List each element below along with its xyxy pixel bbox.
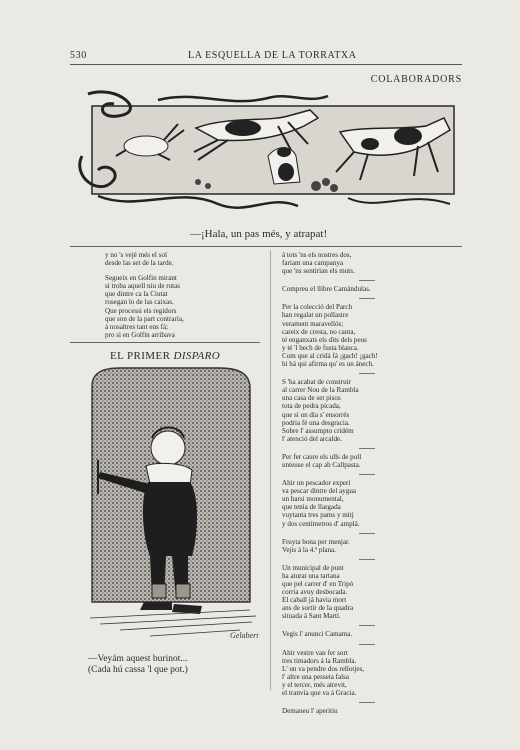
- item-separator: [359, 474, 375, 475]
- verse-line: un barsi monumental,: [282, 495, 344, 504]
- verse-line: Demaneu l' aperitiu: [282, 707, 338, 716]
- verse-line: hi há qui afirma qu' es un ánech.: [282, 360, 374, 369]
- left-column-rule: [70, 342, 260, 343]
- verse-line: va pescar dintre del aygua: [282, 487, 357, 496]
- cartoon-title: [110, 350, 220, 362]
- verse-line: l' atenció del arcalde.: [282, 434, 342, 443]
- verse-line: Per fer caure els ulls de poll: [282, 452, 362, 461]
- cartoon-caption: [88, 654, 188, 676]
- item-separator: [359, 702, 375, 703]
- hounds-hare-banner-illustration: [78, 86, 466, 222]
- verse-line: Compreu el llibre Camándulas.: [282, 285, 371, 294]
- item-separator: [359, 625, 375, 626]
- item-separator: [359, 298, 375, 299]
- verse-line: que tenia de llargada: [282, 503, 341, 512]
- verse-line: unteuse el cap ab Callpasta.: [282, 460, 361, 469]
- verse-line: ha aturat una tartana: [282, 571, 340, 580]
- verse-line: una casa de set pisos: [282, 394, 341, 403]
- stanza: [282, 251, 452, 275]
- stanza: [282, 378, 452, 443]
- verse-line: Que processi els regidors: [105, 306, 177, 315]
- verse-line: Ahir vestre van fer sort: [282, 648, 348, 657]
- right-news-column: [282, 251, 452, 720]
- cartoon-title-plain: EL PRIMER: [110, 350, 171, 362]
- verse-line: podria fé una desgracia.: [282, 418, 350, 427]
- boy-with-slingshot-illustration: [80, 366, 258, 648]
- verse-line: tres timadors á la Rambla.: [282, 656, 357, 665]
- verse-line: Segueix en Golfin mirant: [105, 274, 177, 283]
- verse-line: El caball já havia mort: [282, 596, 347, 605]
- verse-line: á nosaltres tant ens fá;: [105, 322, 169, 331]
- item-separator: [359, 559, 375, 560]
- verse-line: á tots 'ns els nostres dos,: [282, 251, 352, 259]
- stanza: [105, 251, 265, 267]
- stanza: [282, 538, 452, 554]
- verse-line: l' altre una pesseta falsa: [282, 672, 350, 681]
- stanza: [282, 303, 452, 368]
- verse-line: Vejis á la 4.ª plana.: [282, 545, 336, 554]
- verse-line: Per la colecció del Parch: [282, 303, 353, 312]
- verse-line: Ahir un pescador experi: [282, 479, 351, 488]
- item-separator: [359, 280, 375, 281]
- item-separator: [359, 644, 375, 645]
- verse-line: L' un va pendre dos rellotjes,: [282, 664, 365, 673]
- stanza: [105, 274, 265, 339]
- stanza: [282, 285, 452, 293]
- verse-line: y dos centímetros d' amplá.: [282, 519, 360, 528]
- banner-caption: —¡Hala, un pas més, y atrapat!: [190, 228, 328, 240]
- verse-line: ans de sortir de la quadra: [282, 604, 354, 613]
- verse-line: pro si en Golfin arribava: [105, 330, 175, 339]
- verse-line: S 'ha acabat de construir: [282, 378, 352, 387]
- verse-line: y no 's vejé més el sol: [105, 251, 167, 259]
- cartoon-title-italic: DISPARO: [173, 350, 221, 362]
- verse-line: Fruyta bona per menjar.: [282, 537, 350, 546]
- artist-signature: Gelabert: [230, 631, 258, 640]
- verse-line: careix de cresta, no canta,: [282, 327, 356, 336]
- item-separator: [359, 533, 375, 534]
- verse-line: corria avuy desbocada.: [282, 588, 348, 597]
- verse-line: Sobre l' assumpto cridém: [282, 426, 354, 435]
- verse-line: Com que al cridá fá ¡gach! ¡gach!: [282, 351, 378, 360]
- stanza: [282, 564, 452, 621]
- cartoon-caption-line: —Veyám aquest burinot...: [88, 654, 188, 664]
- verse-line: vuytanta tres pams y mitj: [282, 511, 354, 520]
- stanza: [282, 453, 452, 469]
- section-rule: [70, 246, 462, 247]
- verse-line: que pel carrer d' en Tripó: [282, 580, 354, 588]
- verse-line: verament maravellós;: [282, 319, 344, 328]
- column-divider: [270, 250, 271, 690]
- verse-line: té enganxats els dits dels peus: [282, 335, 367, 344]
- item-separator: [359, 373, 375, 374]
- running-title: LA ESQUELLA DE LA TORRATXA: [188, 50, 357, 61]
- header-rule: [70, 64, 462, 65]
- verse-line: si troba aquell niu de rutas: [105, 282, 181, 291]
- verse-line: tota de pedra picada,: [282, 402, 341, 411]
- verse-line: rosegan lo de las caixas.: [105, 298, 174, 307]
- verse-line: fariam una campanya: [282, 259, 344, 268]
- verse-line: al carrer Nou de la Rambla: [282, 386, 359, 395]
- verse-line: que 'ns sentirian els muts.: [282, 267, 355, 276]
- verse-line: Un municipal de punt: [282, 563, 344, 572]
- stanza: [282, 707, 452, 715]
- verse-line: situada á Sant Martí.: [282, 612, 341, 621]
- verse-line: han regalat un pollastre: [282, 311, 349, 320]
- verse-line: y el tercer, més atrevit,: [282, 680, 347, 689]
- stanza: [282, 649, 452, 698]
- stanza: [282, 479, 452, 528]
- verse-line: que son de la part contraria,: [105, 314, 184, 323]
- item-separator: [359, 448, 375, 449]
- verse-line: que dintre ca la Ciutat: [105, 290, 168, 299]
- verse-line: y té 'l bech de fusta blanca.: [282, 343, 359, 352]
- stanza: [282, 630, 452, 638]
- left-verse-column: [105, 251, 265, 346]
- cartoon-caption-line: (Cada hú cassa 'l que pot.): [88, 665, 188, 675]
- verse-line: desde las set de la tarde.: [105, 259, 174, 268]
- verse-line: que si un dia s' ensorrés: [282, 410, 350, 419]
- section-title: COLABORADORS: [370, 74, 462, 85]
- verse-line: el tranvía que va á Gracia.: [282, 689, 357, 698]
- verse-line: Vegis l' anunci Camama.: [282, 630, 353, 639]
- page-number: 530: [70, 50, 87, 61]
